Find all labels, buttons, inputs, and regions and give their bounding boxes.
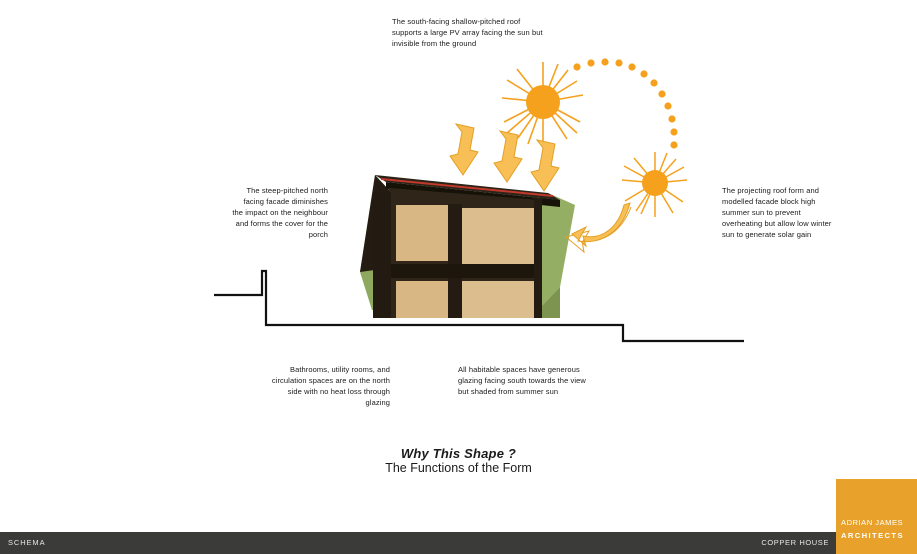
annotation-north-facade: The steep-pitched north facing facade diminishes the impact on the neighbour and forms the cover for the porch: [232, 186, 328, 239]
footer-left-label: SCHEMA: [8, 538, 46, 547]
caption-subtitle: The Functions of the Form: [385, 461, 532, 475]
summer-sun-icon: [502, 62, 583, 145]
logo-line-adrian-james: ADRIAN JAMES: [841, 518, 904, 527]
practice-logo: [836, 479, 917, 554]
leader-lines: [332, 205, 352, 210]
footer-right-label: COPPER HOUSE: [761, 538, 829, 547]
winter-sun-ray: [566, 203, 631, 252]
annotation-projecting-roof: The projecting roof form and modelled facade block high summer sun to prevent overheating but allow low winter sun to generate solar gain: [722, 186, 832, 239]
sun-path-arc: [573, 58, 677, 148]
annotation-bathrooms: Bathrooms, utility rooms, and circulation spaces are on the north side with no heat loss through glazing: [271, 365, 390, 407]
annotation-roof-pv: The south-facing shallow-pitched roof supports a large PV array facing the sun but invisible from the ground: [392, 17, 543, 48]
winter-sun-icon: [622, 152, 687, 217]
footer-bar: [0, 532, 917, 554]
caption-title: Why This Shape ?: [400, 446, 517, 461]
house-section: [360, 175, 575, 318]
annotation-habitable: All habitable spaces have generous glazing facing south towards the view but shaded from summer sun: [458, 365, 586, 396]
logo-line-architects: ARCHITECTS: [841, 531, 904, 540]
